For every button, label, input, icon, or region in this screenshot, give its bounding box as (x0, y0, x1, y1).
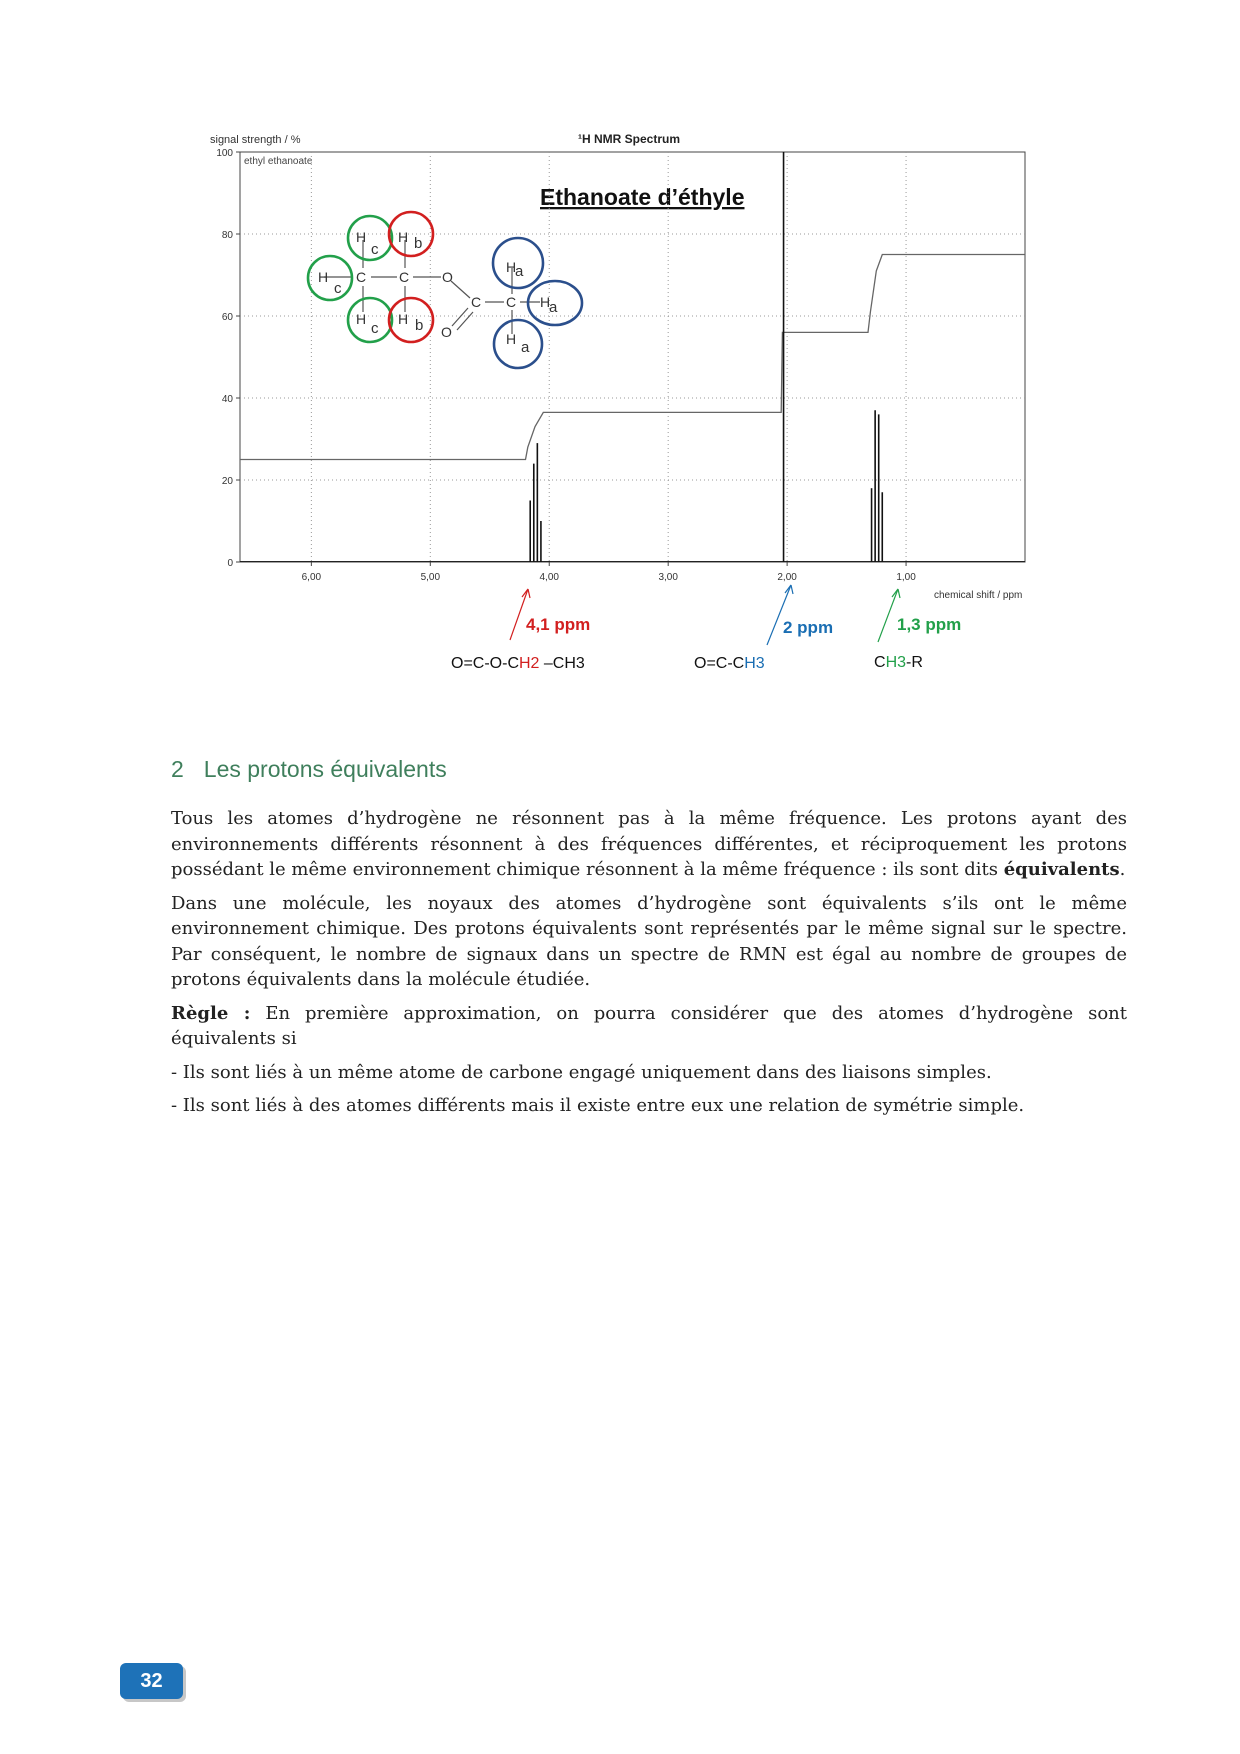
section-number: 2 (171, 756, 184, 782)
rule-item-1: - Ils sont liés à un même atome de carbone engagé uniquement dans des liaisons simples. (171, 1061, 992, 1083)
atom-h-c2: H (356, 229, 367, 245)
group-label-ch3-ethyl: CH3-R (874, 654, 923, 671)
atom-c-acetyl: C (506, 294, 517, 310)
body-text (171, 806, 1127, 1127)
atom-o-carbonyl: O (441, 324, 452, 340)
arrow-1-3-ppm (878, 589, 898, 642)
molecule-diagram (308, 212, 582, 368)
circle-a-3 (494, 320, 542, 368)
shift-label-1-3: 1,3 ppm (897, 615, 962, 634)
x-tick-label: 4,00 (539, 572, 559, 583)
plot-frame (240, 152, 1025, 562)
shift-label-2: 2 ppm (783, 618, 834, 637)
group-label-ch3-acetyl: O=C-CH3 (694, 655, 765, 672)
atom-h-a3: H (506, 331, 517, 347)
paragraph-rule: Règle : En première approximation, on pourra considérer que des atomes d’hydrogène sont équivalents si (171, 1002, 1127, 1049)
atom-h-a1: H (506, 259, 517, 275)
x-axis-label: chemical shift / ppm (934, 590, 1023, 601)
atom-h-c1: H (318, 269, 329, 285)
circle-c-3 (348, 298, 392, 342)
label-c-2: c (371, 241, 379, 258)
atom-h-b2: H (398, 311, 409, 327)
y-tick-label: 0 (227, 558, 233, 569)
atom-h-b1: H (398, 229, 409, 245)
group-label-ch2: O=C-O-CH2 –CH3 (451, 655, 585, 672)
paragraph-2: Dans une molécule, les noyaux des atomes d’hydrogène sont équivalents s’ils ont le même environnement chimique. Des protons équivalents sont représentés par le même signal sur le spectre. Par conséquent, le nombre de signaux dans un spectre de RMN est égal au nombre de groupes de protons équivalents dans la molécule étudiée. (171, 892, 1127, 990)
rule-item-2: - Ils sont liés à des atomes différents mais il existe entre eux une relation de symétrie simple. (171, 1095, 1025, 1116)
integration-curve (240, 255, 1025, 460)
section-title: Les protons équivalents (203, 756, 447, 782)
shift-label-4-1: 4,1 ppm (526, 615, 591, 634)
x-tick-label: 2,00 (777, 572, 797, 583)
label-a-2: a (549, 299, 558, 316)
circle-b-1 (389, 212, 433, 256)
y-tick-label: 80 (221, 230, 233, 241)
y-axis-label: signal strength / % (210, 134, 301, 146)
y-tick-label: 40 (221, 394, 233, 405)
compound-label: ethyl ethanoate (244, 156, 313, 167)
atom-h-a2: H (540, 294, 551, 310)
paragraph-1: Tous les atomes d’hydrogène ne résonnent pas à la même fréquence. Les protons ayant des environnements différents résonnent à des fréquences différentes, et réciproquement les protons possédant le même environnement chimique résonnent à la même fréquence : ils sont dits équivalents. (171, 808, 1127, 880)
nmr-figure (0, 0, 1240, 700)
x-tick-label: 6,00 (301, 572, 322, 583)
x-tick-label: 5,00 (420, 572, 441, 583)
label-b-1: b (414, 235, 423, 252)
nmr-spectrum-chart (0, 0, 1240, 700)
label-a-1: a (515, 263, 524, 280)
circle-b-2 (389, 298, 433, 342)
circle-c-2 (348, 216, 392, 260)
label-a-3: a (521, 339, 530, 356)
circle-c-1 (308, 256, 352, 300)
x-tick-label: 1,00 (896, 572, 916, 583)
atom-c-methyl: C (356, 269, 367, 285)
y-tick-label: 100 (216, 148, 233, 159)
atom-o-ester: O (442, 269, 453, 285)
atom-c-carbonyl: C (471, 294, 482, 310)
label-c-1: c (334, 280, 342, 297)
atom-h-c3: H (356, 311, 367, 327)
atom-c-methylene: C (399, 269, 410, 285)
label-b-2: b (415, 317, 424, 334)
section-heading (171, 756, 447, 783)
chart-title: ¹H NMR Spectrum (578, 132, 681, 146)
y-tick-label: 60 (221, 312, 233, 323)
y-tick-label: 20 (221, 476, 233, 487)
figure-title: Ethanoate d’éthyle (540, 184, 745, 210)
page-number: 32 (120, 1663, 183, 1699)
x-tick-label: 3,00 (658, 572, 678, 583)
label-c-3: c (371, 320, 379, 337)
